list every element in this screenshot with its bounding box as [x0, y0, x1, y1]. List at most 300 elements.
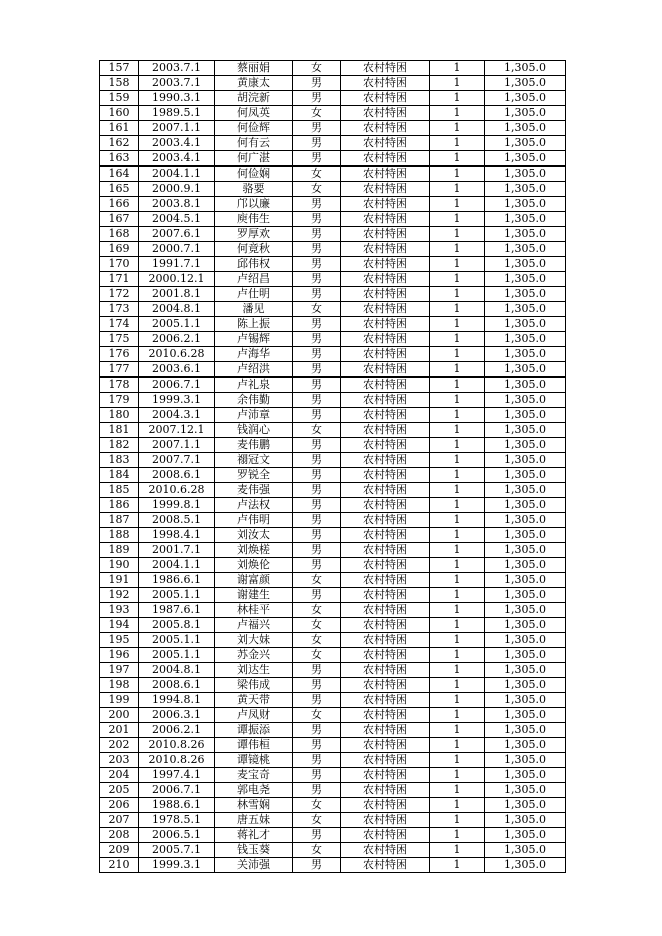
category-cell: 农村特困: [341, 798, 430, 813]
table-row: [100, 257, 566, 272]
recipient-name-cell: 卢绍洪: [215, 362, 293, 378]
gender-cell: 男: [293, 513, 341, 528]
recipient-name-cell: 何有云: [215, 136, 293, 151]
household-count-cell: 1: [430, 588, 485, 603]
amount-cell: 1,305.0: [485, 438, 566, 453]
table-row: [100, 468, 566, 483]
gender-cell: 男: [293, 121, 341, 136]
recipient-name-cell: 何凤英: [215, 106, 293, 121]
household-count-cell: 1: [430, 287, 485, 302]
start-date-cell: 2004.3.1: [139, 408, 215, 423]
amount-cell: 1,305.0: [485, 302, 566, 317]
amount-cell: 1,305.0: [485, 603, 566, 618]
row-number-cell: 195: [100, 633, 139, 648]
household-count-cell: 1: [430, 227, 485, 242]
start-date-cell: 2005.1.1: [139, 588, 215, 603]
household-count-cell: 1: [430, 663, 485, 678]
gender-cell: 男: [293, 783, 341, 798]
row-number-cell: 210: [100, 858, 139, 873]
category-cell: 农村特困: [341, 783, 430, 798]
recipient-name-cell: 刘汝太: [215, 528, 293, 543]
row-number-cell: 158: [100, 76, 139, 91]
recipient-name-cell: 黄天带: [215, 693, 293, 708]
household-count-cell: 1: [430, 257, 485, 272]
amount-cell: 1,305.0: [485, 723, 566, 738]
start-date-cell: 2004.1.1: [139, 166, 215, 182]
household-count-cell: 1: [430, 693, 485, 708]
table-row: [100, 723, 566, 738]
gender-cell: 女: [293, 166, 341, 182]
gender-cell: 女: [293, 423, 341, 438]
table-row: [100, 212, 566, 227]
household-count-cell: 1: [430, 708, 485, 723]
start-date-cell: 2008.6.1: [139, 468, 215, 483]
row-number-cell: 173: [100, 302, 139, 317]
amount-cell: 1,305.0: [485, 227, 566, 242]
gender-cell: 男: [293, 136, 341, 151]
amount-cell: 1,305.0: [485, 257, 566, 272]
table-row: [100, 543, 566, 558]
amount-cell: 1,305.0: [485, 768, 566, 783]
table-row: [100, 453, 566, 468]
category-cell: 农村特困: [341, 227, 430, 242]
gender-cell: 女: [293, 633, 341, 648]
table-row: [100, 798, 566, 813]
category-cell: 农村特困: [341, 738, 430, 753]
recipient-name-cell: 何广湛: [215, 151, 293, 167]
recipient-name-cell: 黄康太: [215, 76, 293, 91]
amount-cell: 1,305.0: [485, 708, 566, 723]
category-cell: 农村特困: [341, 633, 430, 648]
category-cell: 农村特困: [341, 663, 430, 678]
start-date-cell: 1978.5.1: [139, 813, 215, 828]
row-number-cell: 197: [100, 663, 139, 678]
amount-cell: 1,305.0: [485, 242, 566, 257]
amount-cell: 1,305.0: [485, 618, 566, 633]
row-number-cell: 163: [100, 151, 139, 167]
row-number-cell: 180: [100, 408, 139, 423]
start-date-cell: 2006.7.1: [139, 377, 215, 393]
table-row: [100, 151, 566, 167]
household-count-cell: 1: [430, 768, 485, 783]
amount-cell: 1,305.0: [485, 362, 566, 378]
table-row: [100, 483, 566, 498]
table-row: [100, 438, 566, 453]
category-cell: 农村特困: [341, 287, 430, 302]
category-cell: 农村特困: [341, 423, 430, 438]
household-count-cell: 1: [430, 648, 485, 663]
row-number-cell: 182: [100, 438, 139, 453]
household-count-cell: 1: [430, 212, 485, 227]
amount-cell: 1,305.0: [485, 483, 566, 498]
gender-cell: 男: [293, 678, 341, 693]
table-body: [100, 61, 566, 873]
amount-cell: 1,305.0: [485, 468, 566, 483]
category-cell: 农村特困: [341, 753, 430, 768]
amount-cell: 1,305.0: [485, 798, 566, 813]
start-date-cell: 2006.3.1: [139, 708, 215, 723]
category-cell: 农村特困: [341, 693, 430, 708]
household-count-cell: 1: [430, 423, 485, 438]
amount-cell: 1,305.0: [485, 212, 566, 227]
table-row: [100, 136, 566, 151]
amount-cell: 1,305.0: [485, 498, 566, 513]
amount-cell: 1,305.0: [485, 588, 566, 603]
gender-cell: 男: [293, 453, 341, 468]
category-cell: 农村特困: [341, 573, 430, 588]
start-date-cell: 2000.9.1: [139, 182, 215, 197]
recipient-name-cell: 何俭娴: [215, 166, 293, 182]
amount-cell: 1,305.0: [485, 91, 566, 106]
amount-cell: 1,305.0: [485, 663, 566, 678]
row-number-cell: 162: [100, 136, 139, 151]
row-number-cell: 170: [100, 257, 139, 272]
household-count-cell: 1: [430, 528, 485, 543]
row-number-cell: 202: [100, 738, 139, 753]
gender-cell: 男: [293, 227, 341, 242]
row-number-cell: 160: [100, 106, 139, 121]
household-count-cell: 1: [430, 151, 485, 167]
start-date-cell: 1987.6.1: [139, 603, 215, 618]
row-number-cell: 198: [100, 678, 139, 693]
recipient-name-cell: 卢海华: [215, 347, 293, 362]
gender-cell: 女: [293, 106, 341, 121]
recipient-name-cell: 谢富颜: [215, 573, 293, 588]
category-cell: 农村特困: [341, 106, 430, 121]
row-number-cell: 175: [100, 332, 139, 347]
start-date-cell: 1999.8.1: [139, 498, 215, 513]
amount-cell: 1,305.0: [485, 197, 566, 212]
recipient-name-cell: 潘见: [215, 302, 293, 317]
household-count-cell: 1: [430, 753, 485, 768]
amount-cell: 1,305.0: [485, 121, 566, 136]
table-row: [100, 393, 566, 408]
category-cell: 农村特困: [341, 136, 430, 151]
table-row: [100, 166, 566, 182]
row-number-cell: 181: [100, 423, 139, 438]
recipient-name-cell: 卢绍昌: [215, 272, 293, 287]
recipient-name-cell: 谢建生: [215, 588, 293, 603]
household-count-cell: 1: [430, 543, 485, 558]
table-row: [100, 693, 566, 708]
start-date-cell: 2008.5.1: [139, 513, 215, 528]
gender-cell: 男: [293, 362, 341, 378]
household-count-cell: 1: [430, 843, 485, 858]
gender-cell: 男: [293, 76, 341, 91]
category-cell: 农村特困: [341, 438, 430, 453]
recipient-name-cell: 刘达生: [215, 663, 293, 678]
table-row: [100, 91, 566, 106]
row-number-cell: 192: [100, 588, 139, 603]
category-cell: 农村特困: [341, 648, 430, 663]
table-row: [100, 663, 566, 678]
recipient-name-cell: 林雪娴: [215, 798, 293, 813]
table-row: [100, 272, 566, 287]
start-date-cell: 2006.5.1: [139, 828, 215, 843]
category-cell: 农村特困: [341, 332, 430, 347]
household-count-cell: 1: [430, 783, 485, 798]
amount-cell: 1,305.0: [485, 423, 566, 438]
start-date-cell: 2004.5.1: [139, 212, 215, 227]
category-cell: 农村特困: [341, 166, 430, 182]
recipient-name-cell: 胡浣新: [215, 91, 293, 106]
category-cell: 农村特困: [341, 91, 430, 106]
row-number-cell: 189: [100, 543, 139, 558]
recipient-name-cell: 钱玉葵: [215, 843, 293, 858]
start-date-cell: 2010.6.28: [139, 483, 215, 498]
recipient-name-cell: 刘焕伦: [215, 558, 293, 573]
start-date-cell: 2007.12.1: [139, 423, 215, 438]
start-date-cell: 1986.6.1: [139, 573, 215, 588]
table-row: [100, 513, 566, 528]
category-cell: 农村特困: [341, 242, 430, 257]
table-row: [100, 302, 566, 317]
start-date-cell: 1997.4.1: [139, 768, 215, 783]
gender-cell: 男: [293, 197, 341, 212]
gender-cell: 女: [293, 603, 341, 618]
gender-cell: 女: [293, 798, 341, 813]
household-count-cell: 1: [430, 242, 485, 257]
table-row: [100, 227, 566, 242]
category-cell: 农村特困: [341, 618, 430, 633]
table-row: [100, 828, 566, 843]
household-count-cell: 1: [430, 438, 485, 453]
category-cell: 农村特困: [341, 257, 430, 272]
recipient-name-cell: 麦伟强: [215, 483, 293, 498]
amount-cell: 1,305.0: [485, 106, 566, 121]
household-count-cell: 1: [430, 558, 485, 573]
category-cell: 农村特困: [341, 678, 430, 693]
start-date-cell: 1998.4.1: [139, 528, 215, 543]
category-cell: 农村特困: [341, 272, 430, 287]
table-row: [100, 408, 566, 423]
gender-cell: 男: [293, 242, 341, 257]
gender-cell: 女: [293, 618, 341, 633]
amount-cell: 1,305.0: [485, 813, 566, 828]
amount-cell: 1,305.0: [485, 753, 566, 768]
recipient-name-cell: 郭电尧: [215, 783, 293, 798]
table-row: [100, 648, 566, 663]
relief-recipient-table: [99, 60, 566, 873]
amount-cell: 1,305.0: [485, 332, 566, 347]
amount-cell: 1,305.0: [485, 453, 566, 468]
start-date-cell: 2005.1.1: [139, 317, 215, 332]
recipient-name-cell: 禤冠文: [215, 453, 293, 468]
table-row: [100, 423, 566, 438]
gender-cell: 男: [293, 723, 341, 738]
start-date-cell: 1994.8.1: [139, 693, 215, 708]
category-cell: 农村特困: [341, 498, 430, 513]
category-cell: 农村特困: [341, 151, 430, 167]
start-date-cell: 2007.1.1: [139, 121, 215, 136]
gender-cell: 男: [293, 377, 341, 393]
category-cell: 农村特困: [341, 362, 430, 378]
start-date-cell: 2003.6.1: [139, 362, 215, 378]
start-date-cell: 2010.6.28: [139, 347, 215, 362]
amount-cell: 1,305.0: [485, 317, 566, 332]
table-row: [100, 76, 566, 91]
gender-cell: 男: [293, 393, 341, 408]
row-number-cell: 193: [100, 603, 139, 618]
row-number-cell: 178: [100, 377, 139, 393]
row-number-cell: 190: [100, 558, 139, 573]
household-count-cell: 1: [430, 197, 485, 212]
table-row: [100, 287, 566, 302]
amount-cell: 1,305.0: [485, 408, 566, 423]
table-row: [100, 573, 566, 588]
table-row: [100, 197, 566, 212]
table-row: [100, 753, 566, 768]
household-count-cell: 1: [430, 76, 485, 91]
gender-cell: 男: [293, 468, 341, 483]
gender-cell: 男: [293, 257, 341, 272]
recipient-name-cell: 苏金兴: [215, 648, 293, 663]
start-date-cell: 2006.2.1: [139, 723, 215, 738]
household-count-cell: 1: [430, 828, 485, 843]
gender-cell: 男: [293, 588, 341, 603]
amount-cell: 1,305.0: [485, 393, 566, 408]
table-row: [100, 603, 566, 618]
table-row: [100, 347, 566, 362]
start-date-cell: 2010.8.26: [139, 738, 215, 753]
start-date-cell: 2005.7.1: [139, 843, 215, 858]
amount-cell: 1,305.0: [485, 693, 566, 708]
gender-cell: 男: [293, 317, 341, 332]
household-count-cell: 1: [430, 332, 485, 347]
household-count-cell: 1: [430, 302, 485, 317]
gender-cell: 男: [293, 828, 341, 843]
row-number-cell: 185: [100, 483, 139, 498]
category-cell: 农村特困: [341, 212, 430, 227]
row-number-cell: 184: [100, 468, 139, 483]
row-number-cell: 204: [100, 768, 139, 783]
gender-cell: 女: [293, 708, 341, 723]
gender-cell: 男: [293, 151, 341, 167]
amount-cell: 1,305.0: [485, 151, 566, 167]
row-number-cell: 191: [100, 573, 139, 588]
row-number-cell: 176: [100, 347, 139, 362]
household-count-cell: 1: [430, 468, 485, 483]
household-count-cell: 1: [430, 166, 485, 182]
start-date-cell: 2000.7.1: [139, 242, 215, 257]
table-row: [100, 618, 566, 633]
start-date-cell: 2005.8.1: [139, 618, 215, 633]
row-number-cell: 194: [100, 618, 139, 633]
recipient-name-cell: 何俭辉: [215, 121, 293, 136]
gender-cell: 男: [293, 287, 341, 302]
row-number-cell: 200: [100, 708, 139, 723]
category-cell: 农村特困: [341, 723, 430, 738]
category-cell: 农村特困: [341, 76, 430, 91]
recipient-name-cell: 庾伟生: [215, 212, 293, 227]
recipient-name-cell: 钱润心: [215, 423, 293, 438]
gender-cell: 男: [293, 738, 341, 753]
table-row: [100, 121, 566, 136]
category-cell: 农村特困: [341, 843, 430, 858]
table-row: [100, 61, 566, 76]
gender-cell: 女: [293, 182, 341, 197]
category-cell: 农村特困: [341, 528, 430, 543]
category-cell: 农村特困: [341, 543, 430, 558]
gender-cell: 男: [293, 528, 341, 543]
row-number-cell: 207: [100, 813, 139, 828]
category-cell: 农村特困: [341, 513, 430, 528]
category-cell: 农村特困: [341, 347, 430, 362]
gender-cell: 女: [293, 813, 341, 828]
start-date-cell: 1988.6.1: [139, 798, 215, 813]
gender-cell: 男: [293, 272, 341, 287]
household-count-cell: 1: [430, 377, 485, 393]
row-number-cell: 167: [100, 212, 139, 227]
row-number-cell: 172: [100, 287, 139, 302]
table-row: [100, 633, 566, 648]
row-number-cell: 157: [100, 61, 139, 76]
row-number-cell: 183: [100, 453, 139, 468]
household-count-cell: 1: [430, 618, 485, 633]
amount-cell: 1,305.0: [485, 678, 566, 693]
row-number-cell: 199: [100, 693, 139, 708]
table-row: [100, 182, 566, 197]
start-date-cell: 2000.12.1: [139, 272, 215, 287]
recipient-name-cell: 谭伟桓: [215, 738, 293, 753]
category-cell: 农村特困: [341, 858, 430, 873]
amount-cell: 1,305.0: [485, 377, 566, 393]
start-date-cell: 2004.8.1: [139, 302, 215, 317]
amount-cell: 1,305.0: [485, 76, 566, 91]
row-number-cell: 177: [100, 362, 139, 378]
recipient-name-cell: 卢锡辉: [215, 332, 293, 347]
start-date-cell: 2003.4.1: [139, 136, 215, 151]
start-date-cell: 2007.1.1: [139, 438, 215, 453]
amount-cell: 1,305.0: [485, 513, 566, 528]
recipient-name-cell: 谭镜桃: [215, 753, 293, 768]
amount-cell: 1,305.0: [485, 738, 566, 753]
amount-cell: 1,305.0: [485, 633, 566, 648]
amount-cell: 1,305.0: [485, 543, 566, 558]
start-date-cell: 1990.3.1: [139, 91, 215, 106]
category-cell: 农村特困: [341, 453, 430, 468]
category-cell: 农村特困: [341, 197, 430, 212]
row-number-cell: 169: [100, 242, 139, 257]
table-row: [100, 708, 566, 723]
row-number-cell: 187: [100, 513, 139, 528]
start-date-cell: 2004.1.1: [139, 558, 215, 573]
gender-cell: 男: [293, 483, 341, 498]
category-cell: 农村特困: [341, 603, 430, 618]
start-date-cell: 2007.6.1: [139, 227, 215, 242]
table-row: [100, 738, 566, 753]
category-cell: 农村特困: [341, 302, 430, 317]
start-date-cell: 2003.7.1: [139, 76, 215, 91]
amount-cell: 1,305.0: [485, 166, 566, 182]
category-cell: 农村特困: [341, 61, 430, 76]
recipient-name-cell: 卢仕明: [215, 287, 293, 302]
amount-cell: 1,305.0: [485, 783, 566, 798]
table-row: [100, 768, 566, 783]
row-number-cell: 168: [100, 227, 139, 242]
row-number-cell: 164: [100, 166, 139, 182]
start-date-cell: 1989.5.1: [139, 106, 215, 121]
row-number-cell: 166: [100, 197, 139, 212]
household-count-cell: 1: [430, 498, 485, 513]
table-row: [100, 498, 566, 513]
amount-cell: 1,305.0: [485, 843, 566, 858]
category-cell: 农村特困: [341, 483, 430, 498]
gender-cell: 女: [293, 61, 341, 76]
table-row: [100, 332, 566, 347]
household-count-cell: 1: [430, 136, 485, 151]
table-row: [100, 588, 566, 603]
